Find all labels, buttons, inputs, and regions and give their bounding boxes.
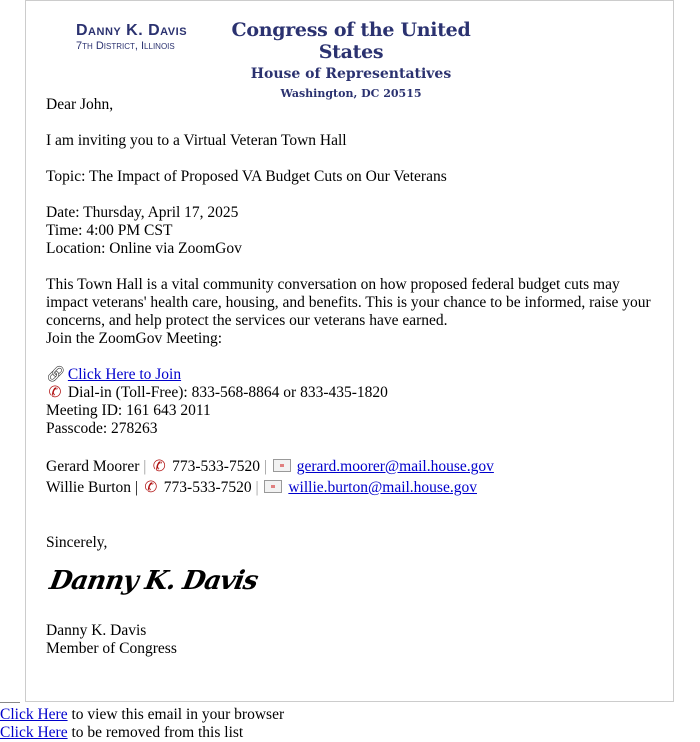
contact-name: Willie Burton	[46, 479, 132, 496]
contact-name: Gerard Moorer	[46, 458, 140, 475]
topic: Topic: The Impact of Proposed VA Budget Cuts on Our Veterans	[46, 168, 447, 185]
event-details	[46, 204, 656, 258]
unsubscribe-text: to be removed from this list	[67, 724, 244, 741]
join-link[interactable]: Click Here to Join	[67, 366, 182, 383]
divider	[0, 702, 20, 703]
letter-body	[46, 96, 656, 658]
view-in-browser-link[interactable]: Click Here	[0, 706, 68, 723]
contact-row: Gerard Moorer | ✆ 773-533-7520 | gerard.moorer@mail.house.gov	[46, 458, 494, 475]
dial-in: Dial-in (Toll-Free): 833-568-8864 or 833-435-1820	[67, 384, 388, 401]
intro: I am inviting you to a Virtual Veteran Town Hall	[46, 132, 347, 149]
representative-name: Danny K. Davis	[76, 22, 188, 39]
meeting-info	[46, 366, 656, 438]
envelope-icon	[273, 459, 291, 472]
greeting: Dear John,	[46, 96, 114, 113]
letter-container	[25, 0, 674, 702]
view-in-browser-text: to view this email in your browser	[67, 706, 285, 723]
unsubscribe-link[interactable]: Click Here	[0, 724, 68, 741]
join-text: Join the ZoomGov Meeting:	[46, 330, 223, 347]
contact-phone: 773-533-7520	[163, 479, 252, 496]
contact-email[interactable]: willie.burton@mail.house.gov	[288, 479, 477, 496]
contact-row: Willie Burton | ✆ 773-533-7520 | willie.burton@mail.house.gov	[46, 479, 477, 496]
house-title: House of Representatives	[250, 66, 452, 82]
location: Location: Online via ZoomGov	[46, 240, 242, 257]
time: Time: 4:00 PM CST	[46, 222, 173, 239]
contact-email[interactable]: gerard.moorer@mail.house.gov	[296, 458, 494, 475]
link-icon: 🔗︎	[46, 366, 66, 383]
signer-name: Danny K. Davis	[46, 622, 147, 639]
phone-icon: ✆	[48, 384, 62, 401]
footer	[0, 706, 284, 742]
phone-icon: ✆	[152, 458, 166, 475]
date: Date: Thursday, April 17, 2025	[46, 204, 239, 221]
district: 7th District, Illinois	[76, 40, 175, 52]
passcode: Passcode: 278263	[46, 420, 158, 437]
closing: Sincerely,	[46, 534, 108, 551]
city: Washington, DC 20515	[280, 87, 422, 100]
description	[46, 276, 656, 348]
congress-seal-text	[226, 19, 476, 100]
congress-title: Congress of the United States	[231, 19, 471, 63]
contact-phone: 773-533-7520	[172, 458, 260, 475]
letterhead	[26, 19, 673, 100]
signer-title: Member of Congress	[46, 640, 177, 657]
meeting-id: Meeting ID: 161 643 2011	[46, 402, 211, 419]
contacts	[46, 456, 656, 498]
phone-icon: ✆	[144, 479, 158, 496]
body-text: This Town Hall is a vital community conversation on how proposed federal budget cuts may impact veterans' health care, housing, and benefits. This is your chance to be informed, raise your concerns, and help protect the services our veterans have earned.	[46, 276, 651, 329]
signature-image: Danny K. Davis	[47, 566, 260, 596]
envelope-icon	[264, 480, 282, 493]
